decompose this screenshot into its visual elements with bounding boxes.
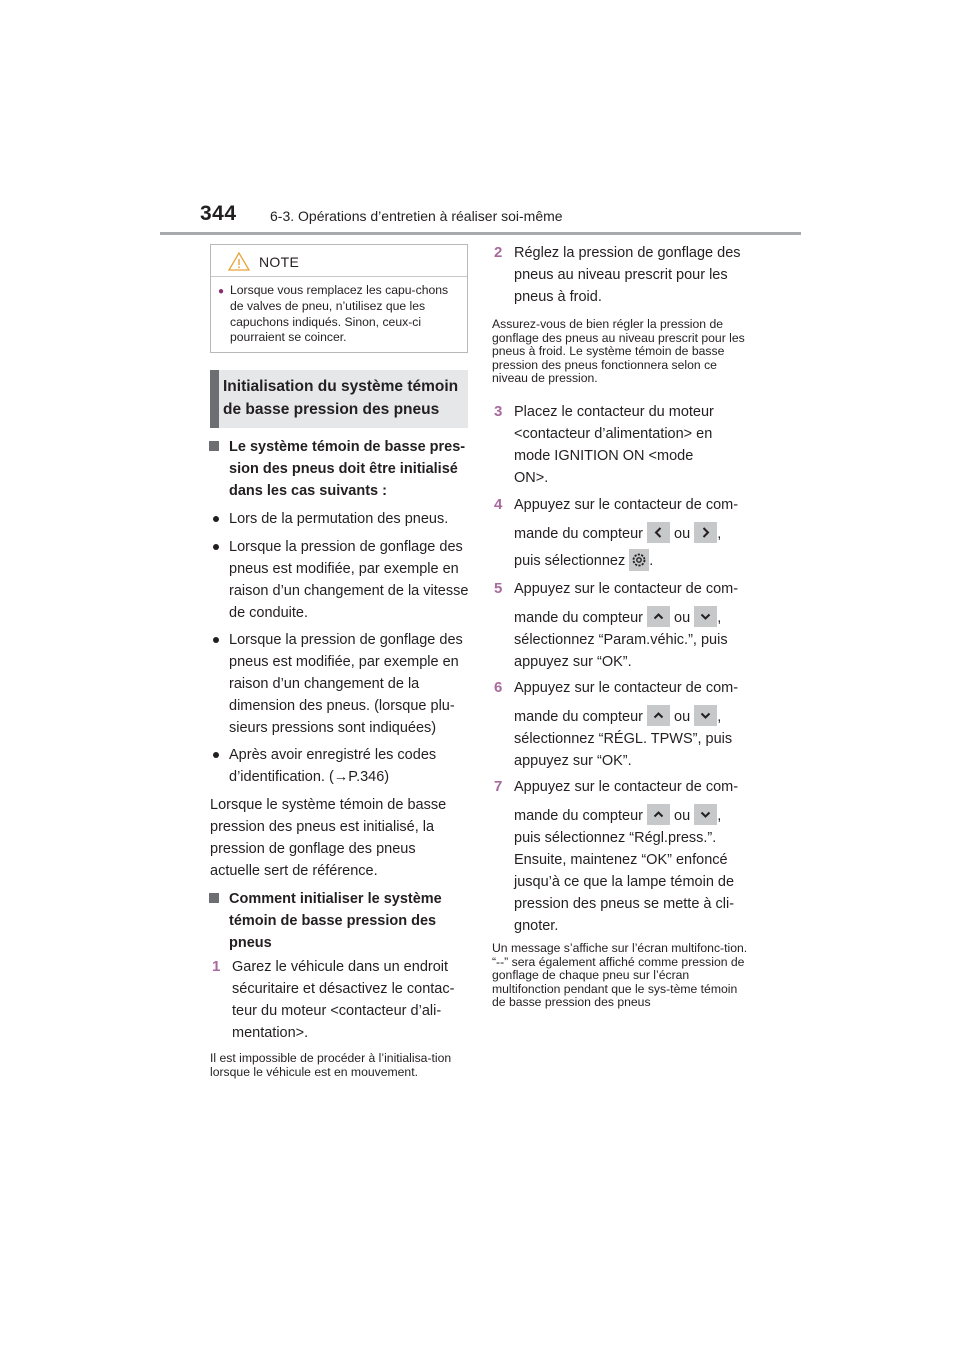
step-1 [212, 956, 468, 1044]
note-text: Lorsque vous remplacez les capu-chons de valves de pneu, n’utilisez que les capuchons indiqués. Sinon, ceux-ci pourraient se coincer. [230, 283, 449, 345]
square-bullet-icon [209, 893, 219, 903]
step-number: 1 [212, 958, 221, 975]
step-text: Réglez la pression de gonflage des pneus au niveau prescrit pour les pneus à froid. [514, 245, 741, 305]
step-7-note: Un message s’affiche sur l’écran multifonc-tion. “--” sera également affiché comme pression de gonflage de chaque pneu sur l’écran multifonction pendant que le sys-tème témoin de basse pression des pneus [492, 941, 748, 1009]
list-item [229, 744, 469, 788]
step-text: Appuyez sur le contacteur de com- [514, 497, 739, 513]
or-text: ou [674, 808, 691, 824]
list-item [229, 629, 469, 739]
up-button-icon [647, 606, 670, 627]
bullet-icon [213, 544, 219, 550]
note-box [210, 244, 468, 353]
step-text: sélectionnez “Param.véhic.”, puis appuyez sur “OK”. [514, 632, 728, 670]
note-header [211, 245, 467, 277]
bullet-icon [213, 752, 219, 758]
up-button-icon [647, 705, 670, 726]
cases-heading [229, 436, 469, 502]
cases-heading-text: Le système témoin de basse pres-sion des pneus doit être initialisé dans les cas suivants : [229, 439, 466, 499]
how-heading [229, 888, 459, 954]
list-item-text: Lors de la permutation des pneus. [229, 511, 449, 527]
note-title: NOTE [259, 254, 300, 270]
step-number: 7 [494, 778, 503, 795]
or-text: ou [674, 610, 691, 626]
step-text: , [717, 808, 722, 824]
step-text: , [717, 526, 722, 542]
step-text: mande du compteur [514, 610, 643, 626]
step-number: 4 [494, 496, 503, 513]
step-text: Placez le contacteur du moteur <contacteur d’alimentation> en mode IGNITION ON <mode ON>. [514, 404, 714, 486]
down-button-icon [694, 606, 717, 627]
title-bar [210, 370, 219, 428]
step-line [514, 804, 754, 827]
how-heading-text: Comment initialiser le système témoin de basse pression des pneus [229, 891, 442, 951]
square-bullet-icon [209, 441, 219, 451]
init-title: Initialisation du système témoin de basse pression des pneus [223, 378, 459, 418]
step-2-note: Assurez-vous de bien régler la pression de gonflage des pneus au niveau prescrit pour les pneus à froid. Le système témoin de basse pression des pneus fonctionnera selon ce niveau de pression. [492, 317, 745, 385]
step-text: mande du compteur [514, 709, 643, 725]
step-text: mande du compteur [514, 808, 643, 824]
header-rule [160, 232, 801, 235]
step-line [514, 606, 754, 629]
step-6 [494, 677, 754, 772]
up-button-icon [647, 804, 670, 825]
step-line [514, 705, 754, 728]
section-title: 6-3. Opérations d’entretien à réaliser soi-même [270, 208, 563, 224]
step-text: puis sélectionnez [514, 553, 626, 569]
step-1-note: Il est impossible de procéder à l’initialisa-tion lorsque le véhicule est en mouvement. [210, 1051, 452, 1079]
step-text: Appuyez sur le contacteur de com- [514, 581, 739, 597]
step-number: 2 [494, 244, 503, 261]
list-item-text: Lorsque la pression de gonflage des pneus est modifiée, par exemple en raison d’un changement de la vitesse de conduite. [229, 539, 469, 621]
step-2 [494, 242, 750, 308]
step-text: Garez le véhicule dans un endroit sécuritaire et désactivez le contac-teur du moteur <contacteur d’ali-mentation>. [232, 959, 455, 1041]
step-7 [494, 776, 754, 937]
step-4 [494, 494, 754, 572]
down-button-icon [694, 804, 717, 825]
list-item [229, 508, 469, 530]
step-text: Appuyez sur le contacteur de com- [514, 680, 739, 696]
step-text: . [649, 553, 654, 569]
step-text: , [717, 610, 722, 626]
step-text: , [717, 709, 722, 725]
init-title-box [210, 370, 468, 428]
left-button-icon [647, 522, 670, 543]
or-text: ou [674, 709, 691, 725]
list-item-text: Après avoir enregistré les codes d’identification. (→P.346) [229, 747, 437, 785]
step-text: Appuyez sur le contacteur de com- [514, 779, 739, 795]
step-5 [494, 578, 754, 673]
gear-icon [629, 549, 649, 571]
list-item-text: Lorsque la pression de gonflage des pneus est modifiée, par exemple en raison d’un changement de la dimension des pneus. (lorsque plu-sieurs pressions sont indiquées) [229, 632, 463, 736]
or-text: ou [674, 526, 691, 542]
step-line [514, 549, 754, 572]
reference-paragraph: Lorsque le système témoin de basse pression des pneus est initialisé, la pression de gonflage des pneus actuelle sert de référence. [210, 797, 447, 879]
step-text: sélectionnez “RÉGL. TPWS”, puis appuyez sur “OK”. [514, 731, 733, 769]
step-line [514, 522, 754, 545]
step-3 [494, 401, 724, 489]
down-button-icon [694, 705, 717, 726]
list-item [229, 536, 469, 624]
step-number: 5 [494, 580, 503, 597]
step-number: 3 [494, 403, 503, 420]
bullet-icon [213, 516, 219, 522]
warning-icon [228, 252, 250, 271]
note-bullet-icon: ● [218, 286, 225, 297]
bullet-icon [213, 637, 219, 643]
right-button-icon [694, 522, 717, 543]
step-number: 6 [494, 679, 503, 696]
step-text: mande du compteur [514, 526, 643, 542]
page-number: 344 [200, 202, 237, 225]
step-text: puis sélectionnez “Régl.press.”. Ensuite, maintenez “OK” enfoncé jusqu’à ce que la lampe témoin de pression des pneus se mette à cli-gnoter. [514, 830, 735, 934]
